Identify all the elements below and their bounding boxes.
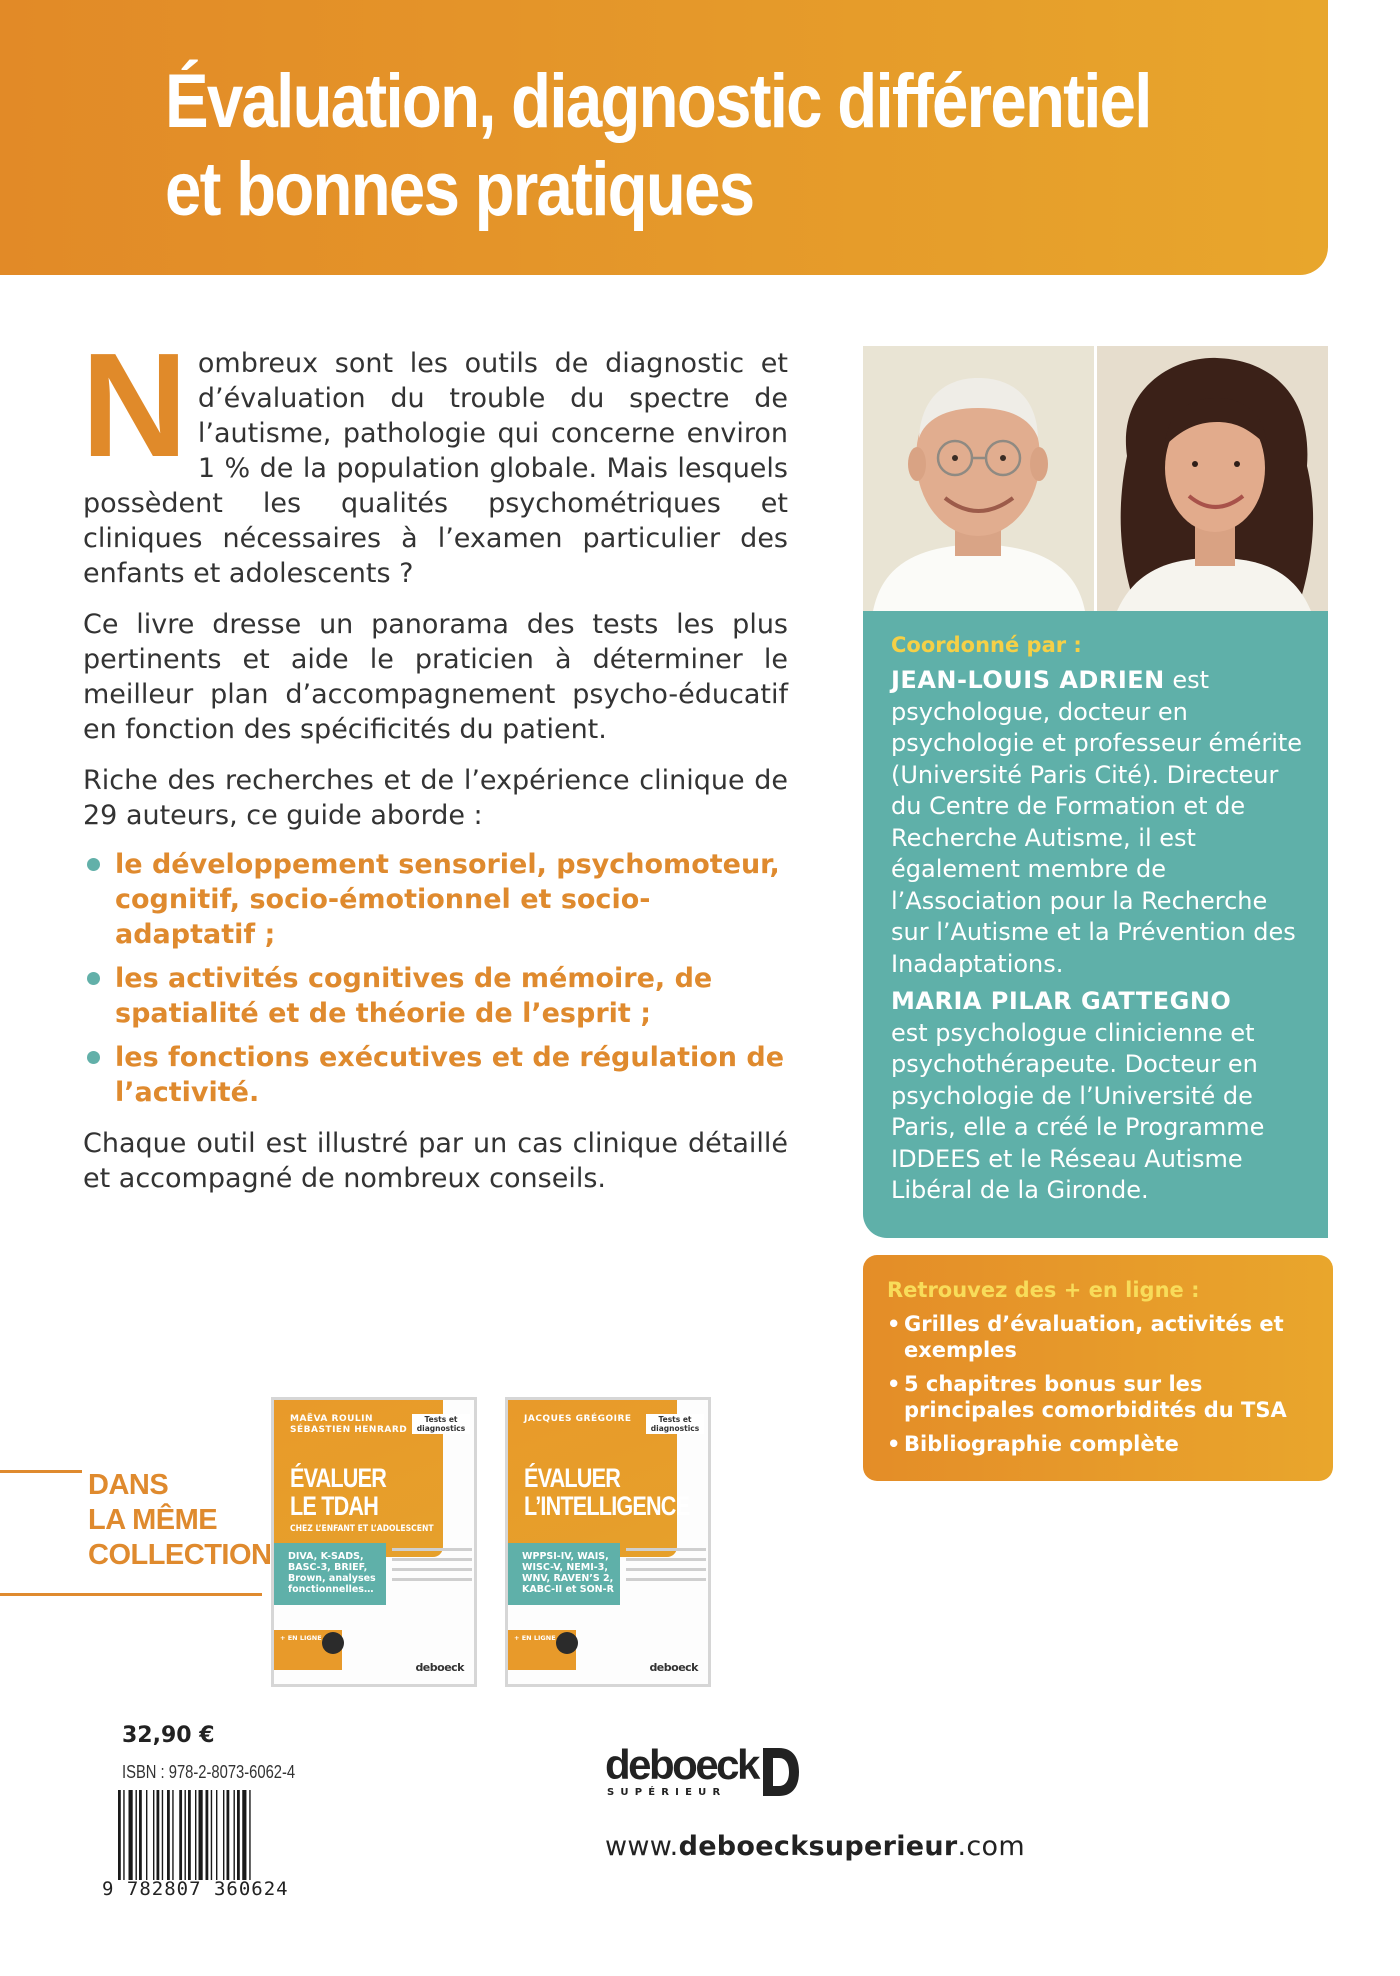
website-suffix: .com [957,1831,1025,1862]
topic-item: les activités cognitives de mémoire, de spatialité et de théorie de l’esprit ; [83,961,788,1031]
publisher-wordmark: deboeck [605,1741,758,1788]
page-title [165,58,1151,234]
barcode-digits: 9 782807 360624 [102,1878,289,1900]
website-domain: deboecksuperieur [678,1831,958,1862]
online-extras-box [863,1255,1333,1481]
book-series-badge: Tests et diagnostics [412,1414,470,1434]
author-photo-2 [1097,346,1328,611]
collection-label-line: COLLECTION [88,1539,272,1571]
author-1-bio [891,665,1310,980]
drop-cap: N [81,323,188,488]
book-feature-lines [392,1548,472,1588]
author-photos [863,346,1328,611]
author-2-text: est psychologue clinicienne et psychothérapeute. Docteur en psychologie de l’Université de Paris, elle a créé le Programme IDDEES et le Réseau Autisme Libéral de la Gironde. [891,1018,1265,1204]
author-2-bio [891,986,1310,1207]
book-title [524,1464,689,1520]
book-online-label: + EN LIGNE [280,1634,322,1642]
book-authors: MAËVA ROULIN SÉBASTIEN HENRARD [290,1414,408,1435]
price: 32,90 € [122,1723,215,1748]
online-extra-item: • Bibliographie complète [887,1431,1311,1457]
online-extra-item: • Grilles d’évaluation, activités et exemples [887,1311,1311,1363]
title-line-1: Évaluation, diagnostic différentiel [165,59,1151,144]
collection-label-line: DANS [88,1469,169,1501]
related-book-tdah[interactable] [271,1397,477,1687]
author-photo-1 [863,346,1094,611]
author-2-name: MARIA PILAR GATTEGNO [891,987,1232,1015]
book-series-badge: Tests et diagnostics [646,1414,704,1434]
publisher-d-mark-icon [761,1744,801,1800]
book-title-line: LE TDAH [290,1491,378,1521]
book-publisher-logo: deboeck [649,1661,698,1674]
book-feature-lines [626,1548,706,1588]
collection-rule-bottom [0,1593,262,1596]
book-tests-band: DIVA, K-SADS, BASC-3, BRIEF, Brown, analyses fonctionnelles… [274,1543,386,1605]
book-online-label: + EN LIGNE [514,1634,556,1642]
intro-paragraph-2: Ce livre dresse un panorama des tests les plus pertinents et aide le praticien à déterminer le meilleur plan d’accompagnement psycho-éducatif en fonction des spécificités du patient. [83,609,788,745]
authors-panel [863,611,1328,1238]
book-title-line: ÉVALUER [524,1463,621,1493]
intro-text [81,323,788,1212]
book-title-line: ÉVALUER [290,1463,387,1493]
title-banner [0,0,1328,275]
coordinated-by-label: Coordonné par : [891,633,1082,657]
intro-paragraph-3: Riche des recherches et de l’expérience clinique de 29 auteurs, ce guide aborde : [83,765,788,831]
book-title [290,1464,386,1520]
book-authors: JACQUES GRÉGOIRE [524,1414,632,1424]
book-title-line: L’INTELLIGENCE [524,1491,690,1521]
author-1-text: est psychologue, docteur en psychologie et professeur émérite (Université Paris Cité). Directeur du Centre de Formation et de Recherche Autisme, il est également membre de l’Association pour la Recherche sur l’Autisme et la Prévention des Inadaptations. [891,666,1303,978]
isbn: ISBN : 978-2-8073-6062-4 [122,1762,296,1782]
book-badge-dot [556,1632,578,1654]
book-badge-dot [322,1632,344,1654]
barcode-icon [118,1790,294,1880]
intro-paragraph-1 [81,323,788,591]
collection-label-line: LA MÊME [88,1504,218,1536]
title-line-2: et bonnes pratiques [165,147,754,232]
topic-item: le développement sensoriel, psychomoteur, cognitif, socio-émotionnel et socio-adaptatif ; [83,847,788,952]
intro-paragraph-1-text: ombreux sont les outils de diagnostic et d’évaluation du trouble du spectre de l’autisme, pathologie qui concerne environ 1 % de la population globale. Mais lesquels possèdent les qualités psychométriques et cliniques nécessaires à l’examen particulier des enfants et adolescents ? [83,348,788,589]
collection-rule-top [0,1470,82,1473]
online-extras-list [887,1311,1311,1457]
topic-list [83,847,788,1110]
website-prefix: www. [605,1831,679,1862]
book-publisher-logo: deboeck [415,1661,464,1674]
publisher-subline: SUPÉRIEUR [607,1787,727,1798]
publisher-website[interactable] [605,1831,1025,1862]
publisher-logo [605,1741,805,1802]
topic-item: les fonctions exécutives et de régulation de l’activité. [83,1040,788,1110]
woman-portrait-icon [1097,346,1328,611]
author-1-name: JEAN-LOUIS ADRIEN [891,666,1165,694]
book-tests-band: WPPSI-IV, WAIS, WISC-V, NEMI-3, WNV, RAVEN’S 2, KABC-II et SON-R [508,1543,620,1605]
online-extras-heading: Retrouvez des + en ligne : [887,1278,1200,1302]
intro-paragraph-4: Chaque outil est illustré par un cas clinique détaillé et accompagné de nombreux conseils. [83,1128,788,1194]
man-portrait-icon [863,346,1094,611]
book-subtitle: CHEZ L’ENFANT ET L’ADOLESCENT [290,1524,434,1534]
online-extra-item: • 5 chapitres bonus sur les principales comorbidités du TSA [887,1371,1311,1423]
same-collection-label [88,1468,272,1573]
related-book-intelligence[interactable] [505,1397,711,1687]
